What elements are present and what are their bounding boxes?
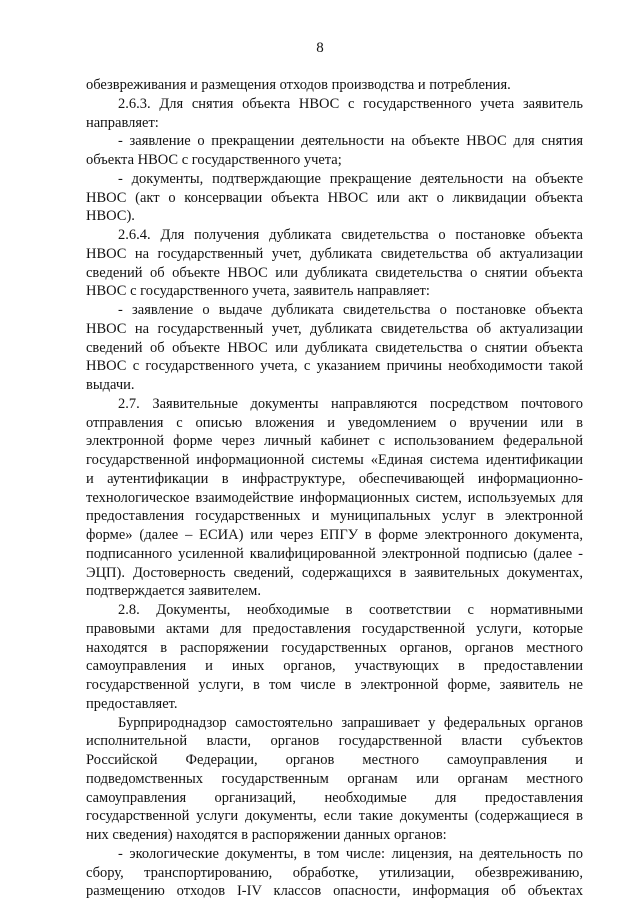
text-line: предоставляет. (86, 695, 178, 712)
text-line: НВОС на государственный учет, дубликата свидетельства об актуализации (86, 320, 583, 337)
text-line: государственной услуги, в том числе в электронной форме, заявитель не (86, 677, 583, 693)
text-line: Российской Федерации, органов местного самоуправления и (86, 752, 583, 768)
text-line: выдачи. (86, 377, 135, 393)
text-line: сведений об объекте НВОС или дубликата свидетельства о снятии объекта (86, 264, 583, 281)
text-line: сбору, транспортированию, обработке, утилизации, обезвреживанию, (86, 864, 583, 881)
text-line: - заявление о прекращении деятельности на объекте НВОС для снятия (118, 133, 583, 150)
text-line: НВОС с государственного учета, с указанием причины необходимости такой (86, 358, 583, 375)
text-line: 2.6.3. Для снятия объекта НВОС с государственного учета заявитель (118, 95, 583, 112)
text-line: подписанного усиленной квалифицированной электронной подписью (далее - (86, 545, 583, 562)
text-line: - документы, подтверждающие прекращение деятельности на объекте (118, 170, 583, 187)
text-line: правовыми актами для предоставления государственной услуги, которые (86, 620, 583, 637)
text-line: направляет: (86, 114, 159, 131)
text-line: исполнительной власти, органов государственной власти субъектов (86, 733, 583, 750)
text-line: самоуправления и иных органов, участвующих в предоставлении (86, 658, 583, 675)
text-line: Бурприроднадзор самостоятельно запрашивает у федеральных органов (118, 714, 583, 731)
text-line: 2.7. Заявительные документы направляются посредством почтового (118, 395, 583, 412)
text-line: объекта НВОС с государственного учета; (86, 152, 342, 168)
document-body-text (86, 76, 583, 901)
text-line: обезвреживания и размещения отходов производства и потребления. (86, 77, 511, 93)
text-line: размещению отходов I-IV классов опасности, информация об объектах (86, 883, 583, 900)
text-line: технологическое взаимодействие информационных систем, используемых для (86, 489, 583, 506)
text-line: и аутентификации в инфраструктуре, обеспечивающей информационно- (86, 470, 583, 487)
text-line: отправления с описью вложения и уведомлением о вручении или в (86, 414, 583, 431)
text-line: предоставления государственных и муниципальных услуг в электронной (86, 508, 583, 525)
text-line: электронной форме через личный кабинет с использованием федеральной (86, 433, 583, 450)
text-line: НВОС на государственный учет, дубликата свидетельства об актуализации (86, 245, 583, 262)
text-line: находятся в распоряжении государственных органов, органов местного (86, 639, 583, 656)
text-line: НВОС с государственного учета, заявитель направляет: (86, 283, 430, 300)
text-line: них сведения) находятся в распоряжении данных органов: (86, 827, 447, 843)
text-line: 2.6.4. Для получения дубликата свидетельства о постановке объекта (118, 227, 583, 243)
text-line: подведомственных государственным органам или органам местного (86, 770, 583, 787)
page-number: 8 (316, 40, 324, 56)
text-line: форме» (далее – ЕСИА) или через ЕПГУ в форме электронного документа, (86, 527, 583, 543)
text-line: НВОС). (86, 208, 135, 225)
text-line: - заявление о выдаче дубликата свидетельства о постановке объекта (118, 302, 583, 318)
text-line: ЭЦП). Достоверность сведений, содержащихся в заявительных документах, (86, 564, 583, 581)
text-line: 2.8. Документы, необходимые в соответствии с нормативными (118, 602, 583, 618)
text-line: государственной услуги документы, если такие документы (содержащиеся в (86, 808, 583, 825)
text-line: - экологические документы, в том числе: лицензия, на деятельность по (118, 845, 583, 862)
text-line: подтверждается заявителем. (86, 583, 261, 600)
text-line: государственной информационной системы «Единая система идентификации (86, 452, 583, 468)
text-line: сведений об объекте НВОС или дубликата свидетельства о снятии объекта (86, 339, 583, 356)
text-line: НВОС (акт о консервации объекта НВОС или акт о ликвидации объекта (86, 189, 583, 206)
text-line: самоуправления организаций, необходимые для предоставления (86, 789, 583, 806)
